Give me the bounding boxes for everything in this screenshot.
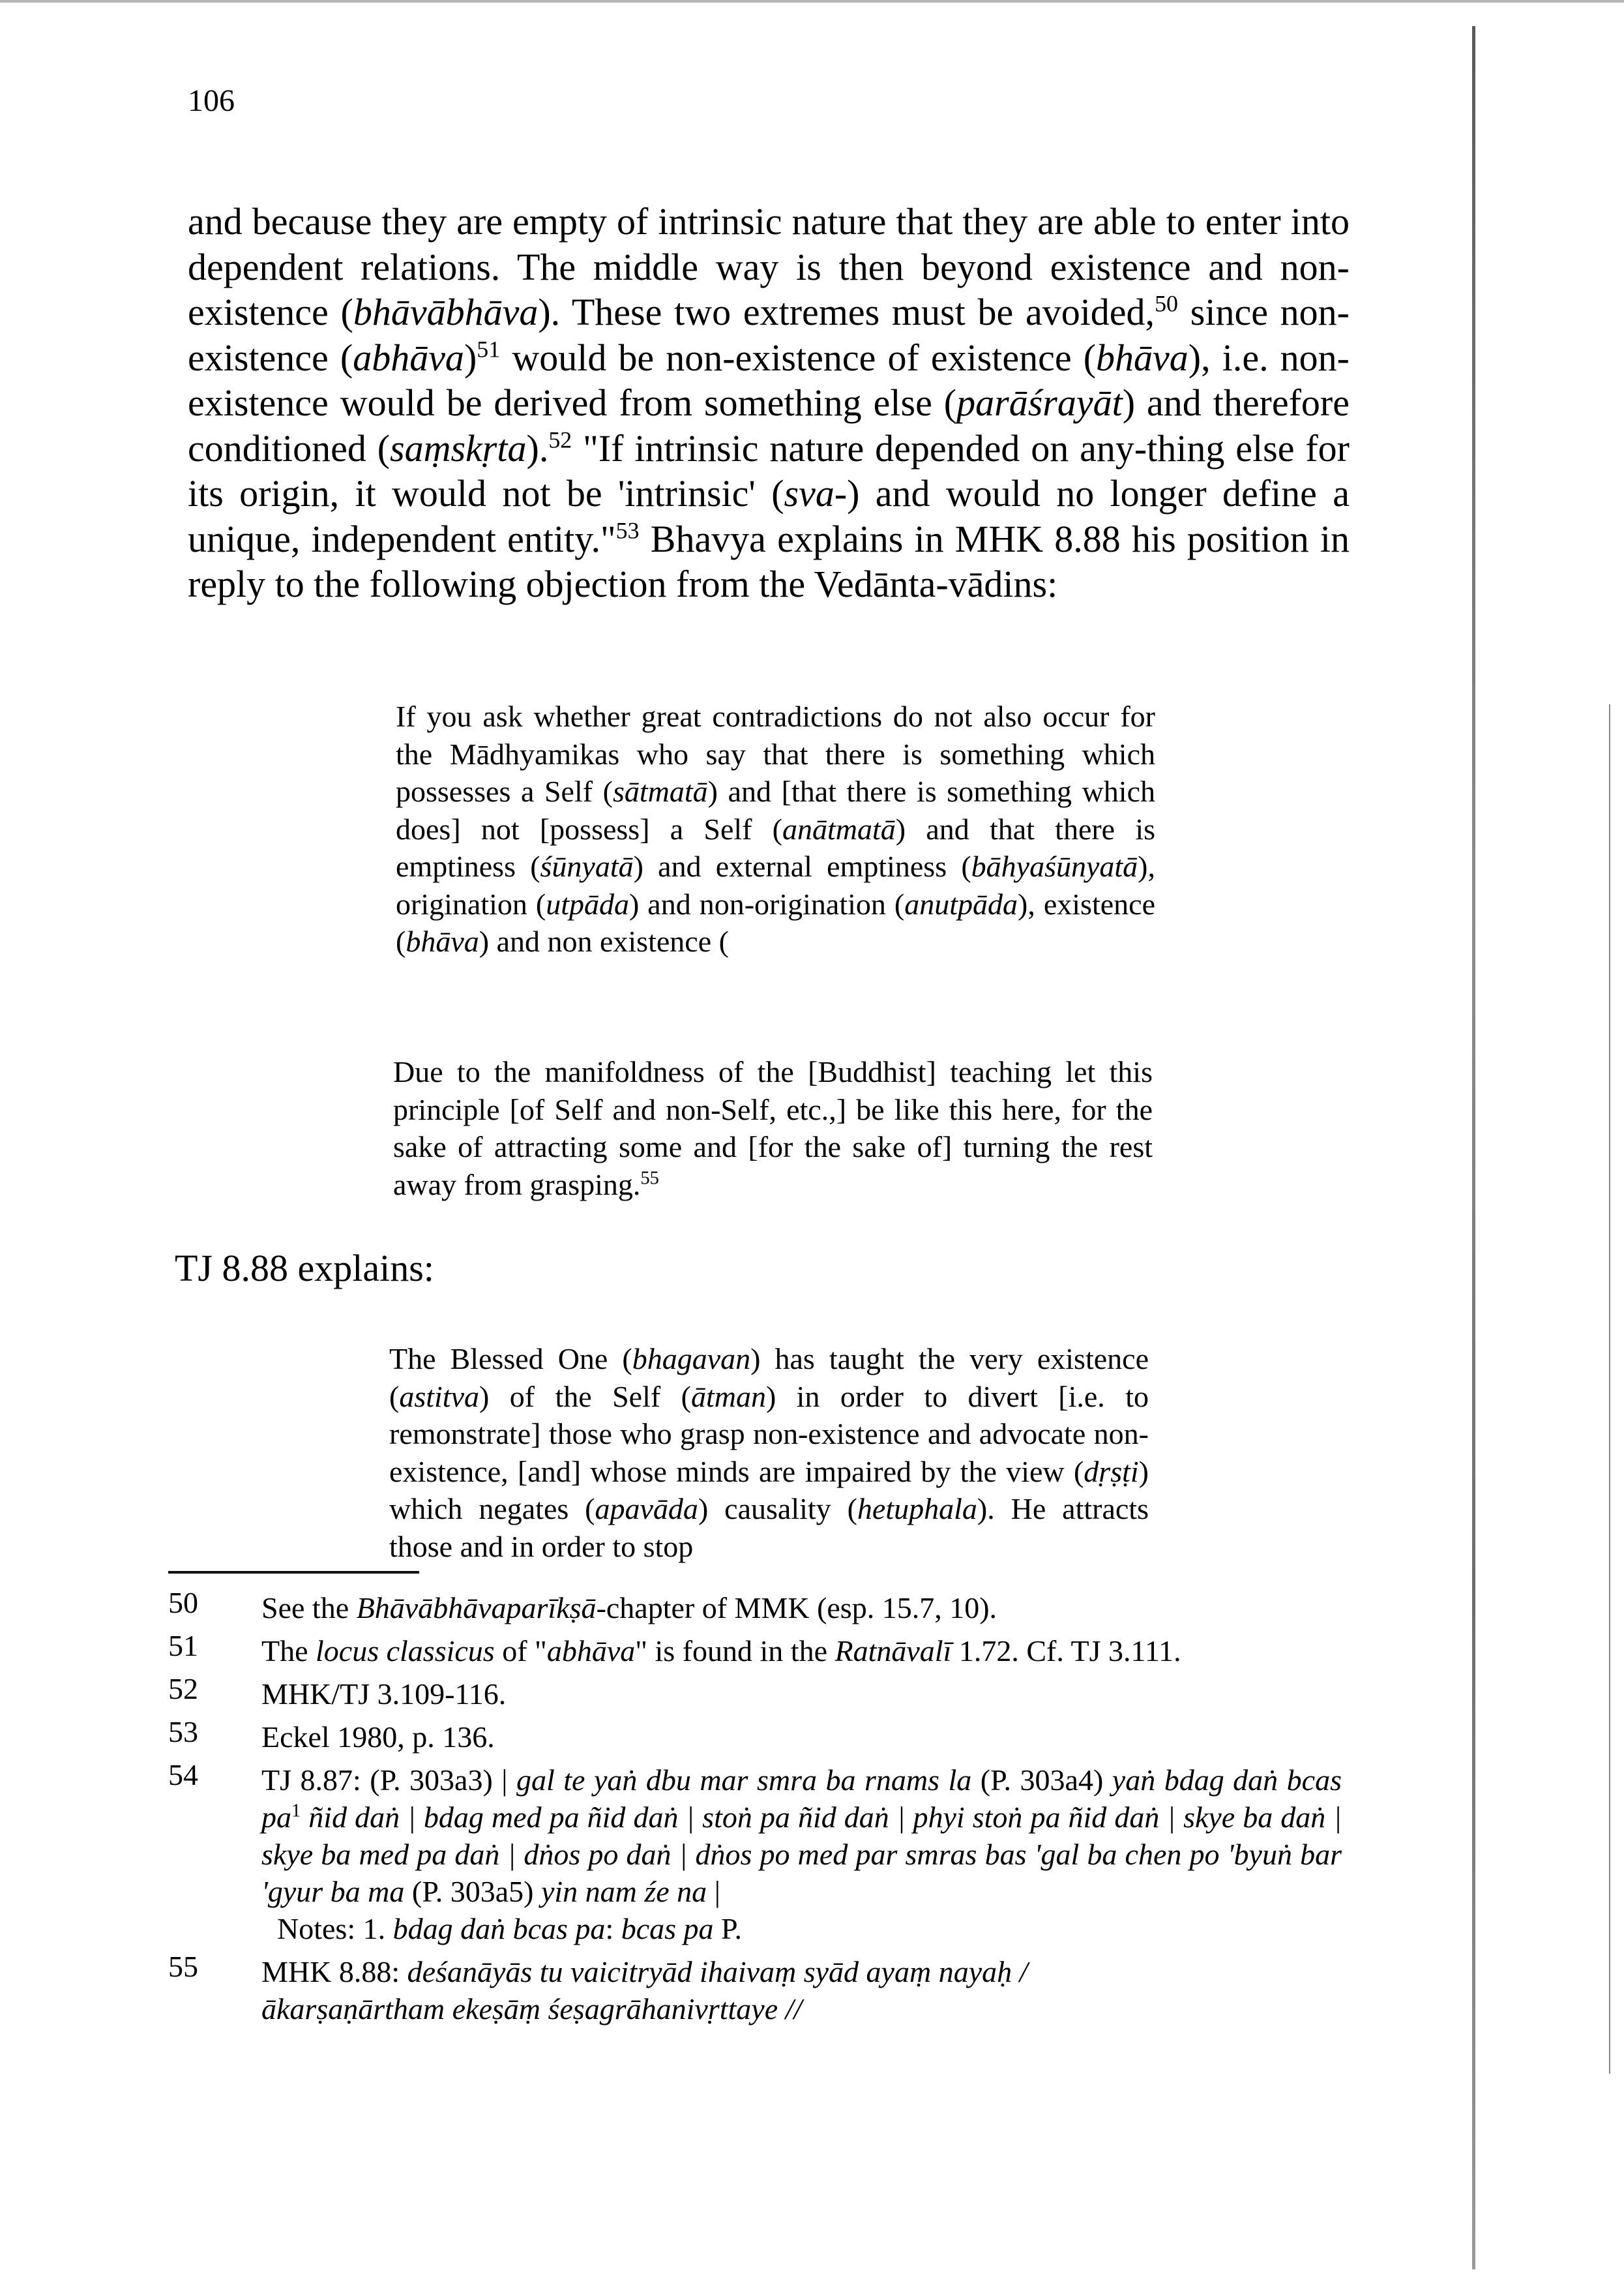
footnote-54: 54 TJ 8.87: (P. 303a3) | gal te yaṅ dbu mar smra ba rnams la (P. 303a4) yaṅ bdag daṅ bcas $pa^1$ ñid daṅ | bdag med pa ñid daṅ | stoṅ pa ñid daṅ | phyi stoṅ pa ñid daṅ | skye ba daṅ | skye ba med pa daṅ | dṅos po daṅ | dṅos po med par smras bas 'gal ba chen po 'byuṅ bar 'gyur ba ma (P. 303a5) yin nam źe na | Notes: 1. bdag daṅ bcas pa: bcas pa P.	[168, 1761, 1342, 1947]
scan-top-border	[0, 0, 1624, 3]
footnote-number: 51	[168, 1629, 198, 1662]
page-number: 106	[188, 83, 235, 118]
scan-binding-edge	[1472, 26, 1475, 2269]
block-quote-commentary: The Blessed One (bhagavan) has taught the very existence (astitva) of the Self (ātman) in order to divert [i.e. to remonstrate] those who grasp non-existence and advocate non-existence, [and] whose minds are impaired by the view (dṛṣṭi) which negates (apavāda) causality (hetuphala). He attracts those and in order to stop	[389, 1342, 1149, 1563]
footnote-ref-55[interactable]: 55	[640, 1168, 659, 1189]
footnote-number: 52	[168, 1672, 198, 1705]
block-quote-verse: Due to the manifoldness of the [Buddhist] teaching let this principle [of Self and non-Self, etc.,] be like this here, for the sake of attracting some and [for the sake of] turning the rest away from grasping.$^{55}$	[393, 1055, 1153, 1201]
footnote-ref-50[interactable]: 50	[1155, 290, 1179, 317]
footnotes	[168, 1575, 1342, 2027]
body-paragraph: and because they are empty of intrinsic nature that they are able to enter into dependent relations. The middle way is then beyond existence and non-existence (bhāvābhāva). These two extremes must be avoided,$^{50}$ since non-existence (abhāva)$^{51}$ would be non-existence of existence (bhāva), i.e. non-existence would be derived from something else (parāśrayāt) and therefore conditioned (saṃskṛta).$^{52}$ "If intrinsic nature depended on any-thing else for its origin, it would not be 'intrinsic' (sva-) and would no longer define a unique, independent entity."$^{53}$ Bhavya explains in MHK 8.88 his position in reply to the following objection from the Vedānta-vādins:	[188, 200, 1350, 605]
footnote-53: 53 Eckel 1980, p. 136.	[168, 1718, 1342, 1756]
footnote-number: 53	[168, 1715, 198, 1748]
lead-in-line: TJ 8.88 explains:	[175, 1247, 434, 1289]
footnote-51: 51 The locus classicus of "abhāva" is found in the Ratnāvalī 1.72. Cf. TJ 3.111.	[168, 1632, 1342, 1669]
footnote-number: 54	[168, 1758, 198, 1791]
footnote-52: 52 MHK/TJ 3.109-116.	[168, 1675, 1342, 1712]
footnote-ref-53[interactable]: 53	[615, 517, 640, 544]
footnote-ref-51[interactable]: 51	[477, 336, 501, 363]
footnote-number: 55	[168, 1950, 198, 1983]
block-quote-objection: If you ask whether great contradictions do not also occur for the Mādhyamikas who say that there is something which possesses a Self (sātmatā) and [that there is something which does] not [possess] a Self (anātmatā) and that there is emptiness (śūnyatā) and external emptiness (bāhyaśūnyatā), origination (utpāda) and non-origination (anutpāda), existence (bhāva) and non existence (	[396, 700, 1155, 958]
scan-page-edge	[1609, 704, 1610, 2074]
footnote-55: 55 MHK 8.88: deśanāyās tu vaicitryād ihaivaṃ syād ayaṃ nayaḥ / ākarṣaṇārtham ekeṣāṃ śeṣagrāhanivṛttaye //	[168, 1953, 1342, 2027]
footnote-ref-52[interactable]: 52	[548, 426, 572, 453]
footnote-number: 50	[168, 1586, 198, 1619]
footnote-54-note: Notes: 1. bdag daṅ bcas pa: bcas pa P.	[277, 1912, 743, 1945]
footnote-separator	[168, 1571, 419, 1574]
footnote-50: 50 See the Bhāvābhāvaparīkṣā-chapter of MMK (esp. 15.7, 10).	[168, 1589, 1342, 1626]
